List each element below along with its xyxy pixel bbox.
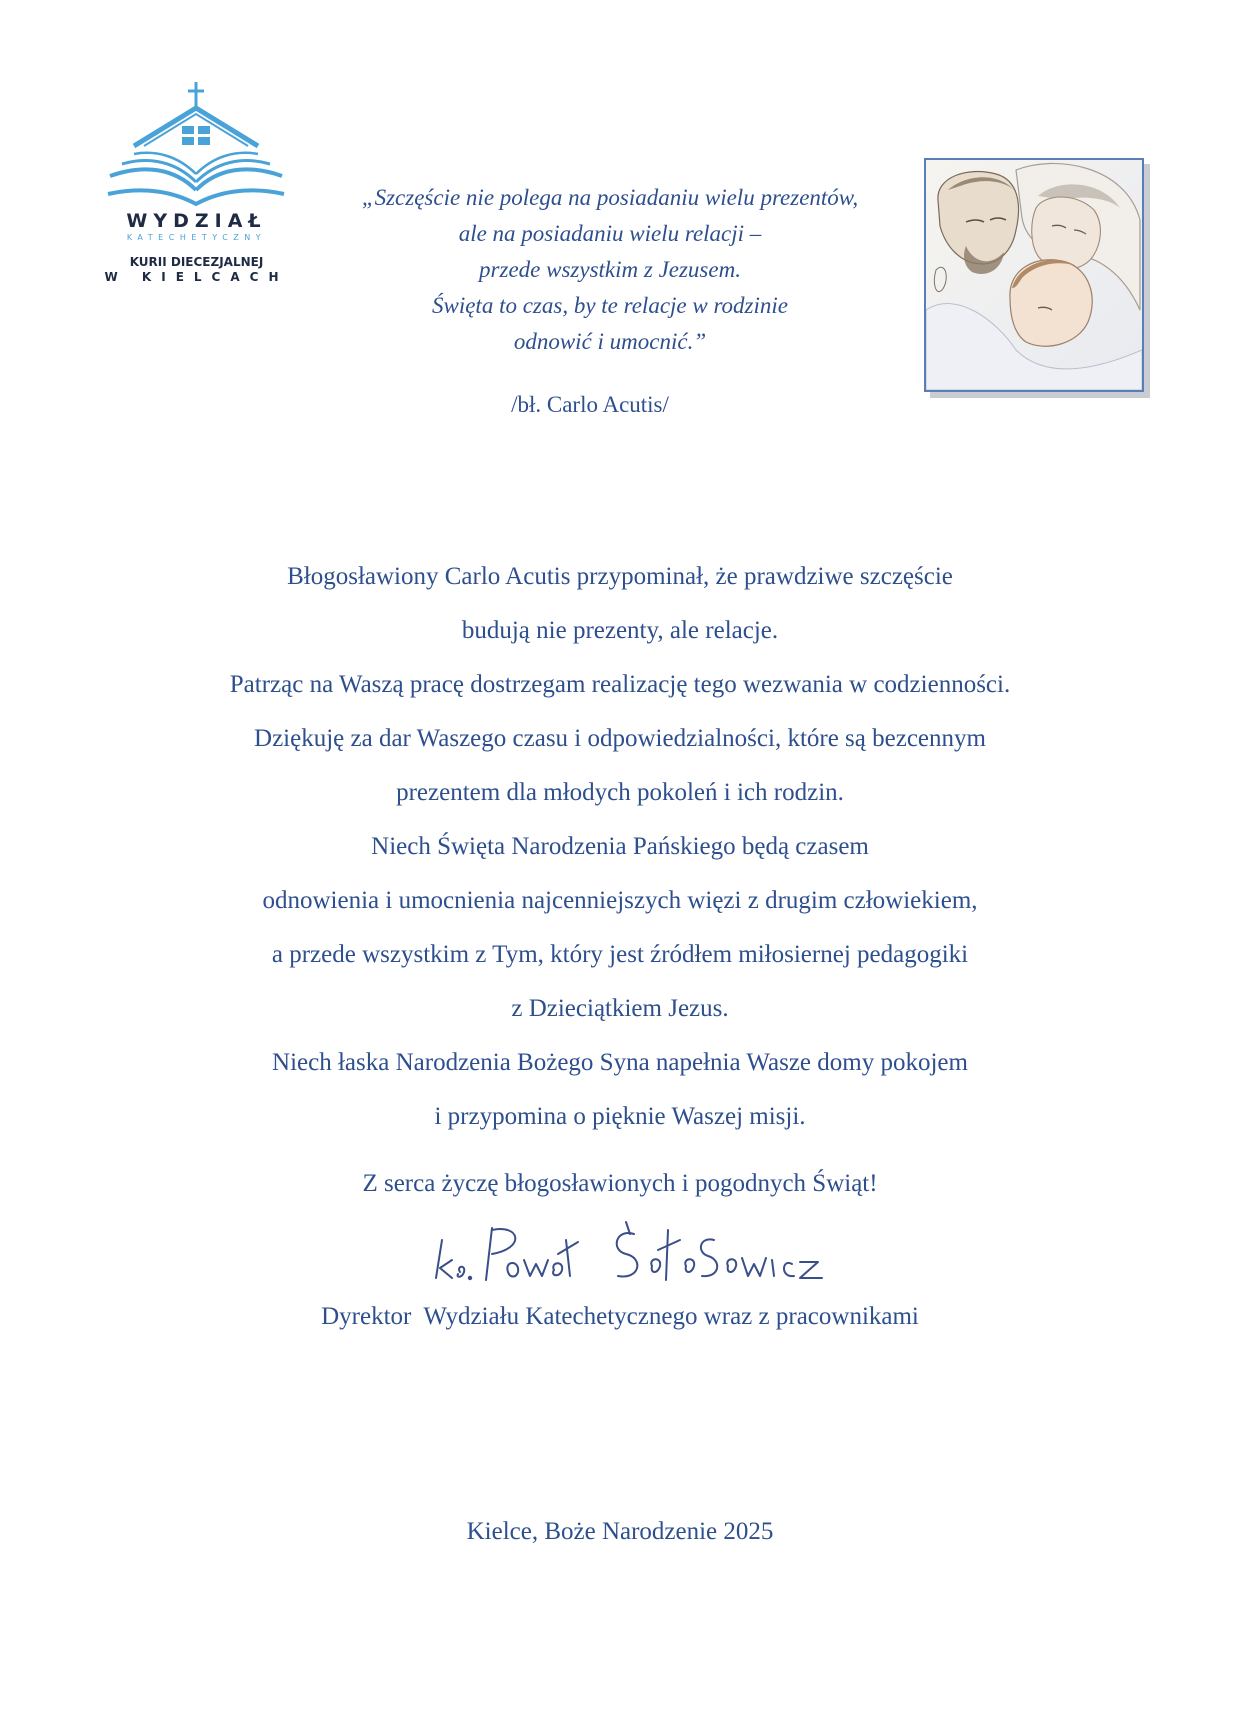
handwritten-signature	[430, 1220, 830, 1290]
body-line: i przypomina o pięknie Waszej misji.	[434, 1103, 806, 1130]
signature-icon	[430, 1220, 830, 1290]
body-line: Patrząc na Waszą pracę dostrzegam realizację tego wezwania w codzienności.	[229, 671, 1011, 698]
signer-title: Dyrektor Wydziału Katechetycznego wraz z pracownikami	[321, 1303, 919, 1330]
body-line: budują nie prezenty, ale relacje.	[461, 617, 779, 644]
holy-family-illustration-icon	[926, 160, 1142, 390]
body-line: Niech łaska Narodzenia Bożego Syna napełnia Wasze domy pokojem	[272, 1049, 968, 1076]
body-line: Błogosławiony Carlo Acutis przypominał, że prawdziwe szczęście	[287, 563, 953, 590]
quote	[300, 180, 920, 360]
body-line: odnowienia i umocnienia najcenniejszych więzi z drugim człowiekiem,	[262, 887, 978, 914]
body-line: Dziękuję za dar Waszego czasu i odpowiedzialności, które są bezcennym	[254, 725, 986, 752]
letter-body	[100, 550, 1140, 1144]
logo-subtitle: KATECHETYCZNY	[126, 233, 267, 242]
quote-line: ale na posiadaniu wielu relacji –	[458, 221, 762, 246]
logo-line-1: KURII DIECEZJALNEJ	[129, 255, 264, 269]
logo-line-2: W KIELCACH	[104, 270, 289, 284]
wydzial-logo	[104, 80, 289, 284]
quote-line: Święta to czas, by te relacje w rodzinie	[431, 293, 789, 318]
quote-author: /bł. Carlo Acutis/	[511, 392, 669, 417]
christmas-wish: Z serca życzę błogosławionych i pogodnych Świąt!	[362, 1170, 878, 1197]
quote-line: przede wszystkim z Jezusem.	[479, 257, 741, 282]
logo-emblem-icon	[104, 80, 289, 210]
place-date: Kielce, Boże Narodzenie 2025	[466, 1518, 774, 1545]
quote-line: odnowić i umocnić.”	[513, 329, 707, 354]
logo-wordmark: WYDZIAŁ	[126, 210, 267, 232]
body-line: prezentem dla młodych pokoleń i ich rodzin.	[396, 779, 844, 806]
body-line: Niech Święta Narodzenia Pańskiego będą czasem	[371, 833, 869, 860]
body-line: z Dzieciątkiem Jezus.	[511, 995, 729, 1022]
body-line: a przede wszystkim z Tym, który jest źródłem miłosiernej pedagogiki	[271, 941, 969, 968]
holy-family-image	[924, 158, 1144, 392]
quote-line: „Szczęście nie polega na posiadaniu wielu prezentów,	[361, 185, 859, 210]
